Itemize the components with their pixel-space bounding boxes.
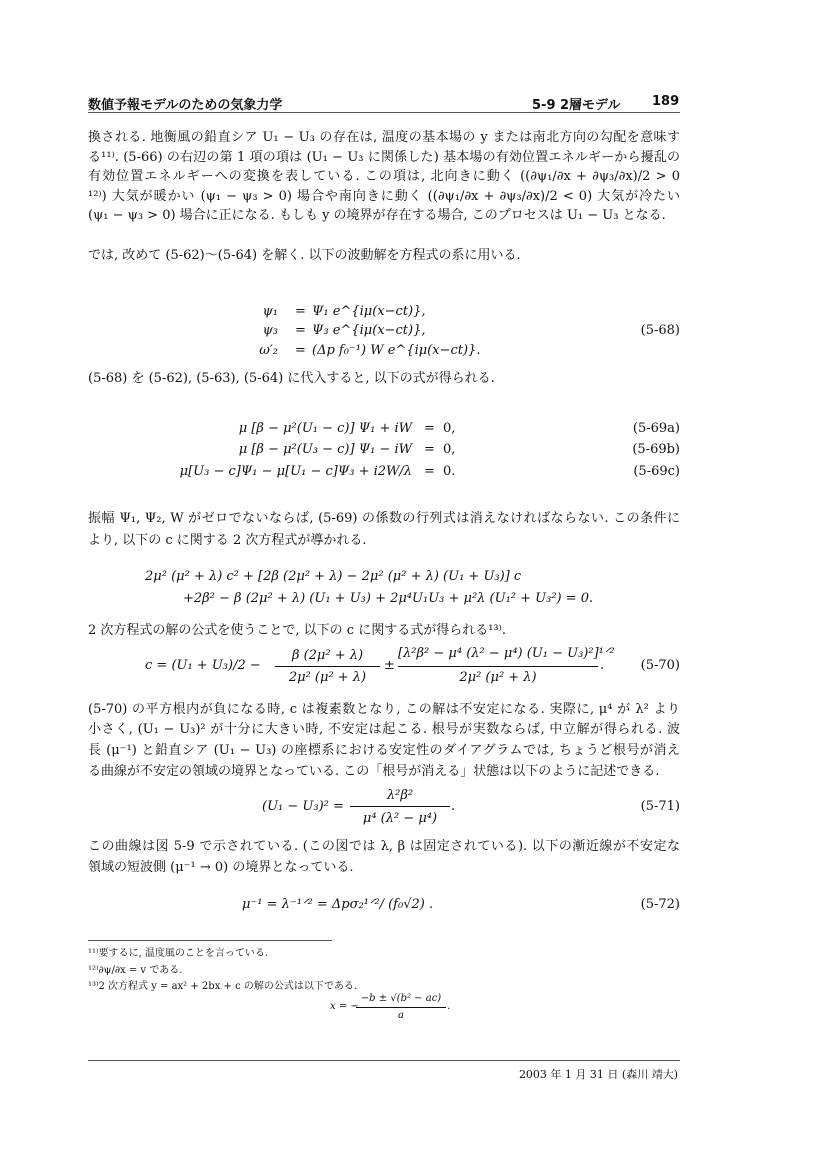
- fraction-numerator: λ²β²: [386, 788, 414, 803]
- equation-number: (5-68): [640, 323, 680, 338]
- equation-rhs: 0,: [443, 421, 456, 436]
- fraction-numerator: −b ± √(b² − ac): [360, 993, 442, 1004]
- paragraph-line: より, 以下の c に関する 2 次方程式が導かれる.: [88, 533, 367, 548]
- section-title: 5-9 2層モデル: [532, 98, 621, 113]
- equation-rhs: 0.: [443, 464, 456, 479]
- footnote: ¹¹⁾要するに, 温度風のことを言っている.: [88, 948, 269, 959]
- plus-minus: ±: [384, 658, 395, 673]
- equation-lhs: ω′₂: [259, 343, 278, 358]
- fraction-numerator: [λ²β² − μ⁴ (λ² − μ⁴) (U₁ − U₃)²]¹ᐟ²: [398, 646, 615, 661]
- fraction-numerator: β (2μ² + λ): [291, 648, 364, 663]
- fraction-denominator: a: [398, 1010, 404, 1021]
- page-number: 189: [652, 94, 680, 109]
- fraction-denominator: 2μ² (μ² + λ): [288, 670, 367, 685]
- header-rule: [88, 112, 680, 113]
- equation-rhs: Ψ₁ e^{iμ(x−ct)},: [312, 304, 426, 319]
- equation-lhs: (U₁ − U₃)² =: [262, 799, 344, 814]
- equation-number: (5-69b): [632, 442, 680, 457]
- equation-end: .: [447, 1001, 451, 1012]
- equation-number: (5-72): [640, 897, 680, 912]
- equation-number: (5-70): [640, 658, 680, 673]
- book-title: 数値予報モデルのための気象力学: [88, 98, 283, 113]
- paragraph-line: 振幅 Ψ₁, Ψ₂, W がゼロでないならば, (5-69) の係数の行列式は消えなければならない. この条件に: [88, 511, 680, 526]
- equation: μ⁻¹ = λ⁻¹ᐟ² = Δpσ₂¹ᐟ²/ (f₀√2) .: [242, 897, 434, 912]
- equation-end: .: [600, 658, 605, 673]
- equation-rhs: Ψ₃ e^{iμ(x−ct)},: [312, 323, 426, 338]
- equation-end: .: [451, 799, 456, 814]
- paragraph-line: この曲線は図 5-9 で示されている. (この図では λ, β は固定されている). 以下の漸近線が不安定な: [88, 839, 680, 854]
- paragraph-line: 換される. 地衡風の鉛直シア U₁ − U₃ の存在は, 温度の基本場の y または南北方向の勾配を意味す: [88, 130, 680, 145]
- equation-rhs: (Δp f₀⁻¹) W e^{iμ(x−ct)}.: [312, 343, 481, 358]
- paragraph-line: る¹¹⁾. (5-66) の右辺の第 1 項の項は (U₁ − U₃ に関係した) 基本場の有効位置エネルギーから擾乱の: [88, 150, 680, 165]
- equation-equals: =: [424, 464, 435, 479]
- fraction-bar: [275, 666, 380, 667]
- equation-equals: =: [424, 442, 435, 457]
- paragraph-line: (ψ₁ − ψ₃ > 0) 場合に正になる. もしも y の境界が存在する場合, このプロセスは U₁ − U₃ となる.: [88, 208, 666, 223]
- paragraph-line: (5-68) を (5-62), (5-63), (5-64) に代入すると, 以下の式が得られる.: [88, 371, 495, 386]
- equation-lhs: ψ₁: [262, 304, 278, 319]
- equation-equals: =: [424, 421, 435, 436]
- equation-lhs: μ [β − μ²(U₃ − c)] Ψ₁ − iW: [238, 442, 412, 457]
- fraction-bar: [350, 806, 450, 807]
- footer-rule: [88, 1060, 680, 1061]
- equation-equals: =: [295, 343, 306, 358]
- footnote-eq-lhs: x = −: [330, 1001, 359, 1012]
- paragraph-line: (5-70) の平方根内が負になる時, c は複素数となり, この解は不安定になる. 実際に, μ⁴ が λ² より: [88, 702, 680, 717]
- equation-lhs: c = (U₁ + U₃)/2 −: [145, 658, 261, 673]
- footer-date-author: 2003 年 1 月 31 日 (森川 靖大): [518, 1068, 678, 1081]
- equation-equals: =: [295, 323, 306, 338]
- equation-equals: =: [295, 304, 306, 319]
- fraction-denominator: 2μ² (μ² + λ): [459, 670, 537, 685]
- fraction-bar: [398, 666, 598, 667]
- equation-number: (5-71): [640, 799, 680, 814]
- paragraph-line: ¹²⁾) 大気が暖かい (ψ₁ − ψ₃ > 0) 場合や南向きに動く ((∂ψ₁/∂x + ∂ψ₃/∂x)/2 < 0) 大気が冷たい: [88, 189, 680, 204]
- paragraph-line: では, 改めて (5-62)〜(5-64) を解く. 以下の波動解を方程式の系に用いる.: [88, 248, 521, 263]
- paragraph-line: 領域の短波側 (μ⁻¹ → 0) の境界となっている.: [88, 860, 354, 875]
- equation-number: (5-69a): [632, 421, 680, 436]
- paragraph-line: 小さく, (U₁ − U₃)² が十分に大きい時, 不安定は起こる. 根号が実数ならば, 中立解が得られる. 波: [88, 722, 680, 737]
- equation-rhs: 0,: [443, 442, 456, 457]
- equation-lhs: μ[U₃ − c]Ψ₁ − μ[U₁ − c]Ψ₃ + i2W/λ: [179, 464, 412, 479]
- equation-lhs: μ [β − μ²(U₁ − c)] Ψ₁ + iW: [238, 421, 412, 436]
- equation-number: (5-69c): [633, 464, 680, 479]
- fraction-denominator: μ⁴ (λ² − μ⁴): [362, 811, 438, 826]
- footnote: ¹²⁾∂ψ/∂x = v である.: [88, 965, 183, 976]
- paragraph-line: る曲線が不安定の領域の境界となっている. この「根号が消える」状態は以下のように記述できる.: [88, 764, 660, 779]
- paragraph-line: 長 (μ⁻¹) と鉛直シア (U₁ − U₃) の座標系における安定性のダイアグラムでは, ちょうど根号が消え: [88, 743, 680, 758]
- paragraph-line: 有効位置エネルギーへの変換を表している. この項は, 北向きに動く ((∂ψ₁/∂x + ∂ψ₃/∂x)/2 > 0: [88, 169, 680, 184]
- equation-lhs: ψ₃: [262, 323, 278, 338]
- paragraph-line: 2 次方程式の解の公式を使うことで, 以下の c に関する式が得られる¹³⁾.: [88, 623, 506, 638]
- footnote: ¹³⁾2 次方程式 y = ax² + 2bx + c の解の公式は以下である.: [88, 981, 358, 992]
- quadratic-line: +2β² − β (2μ² + λ) (U₁ + U₃) + 2μ⁴U₁U₃ + μ²λ (U₁² + U₃²) = 0.: [183, 591, 594, 606]
- footnote-rule: [88, 940, 332, 941]
- fraction-bar: [356, 1007, 446, 1008]
- quadratic-line: 2μ² (μ² + λ) c² + [2β (2μ² + λ) − 2μ² (μ² + λ) (U₁ + U₃)] c: [145, 569, 522, 584]
